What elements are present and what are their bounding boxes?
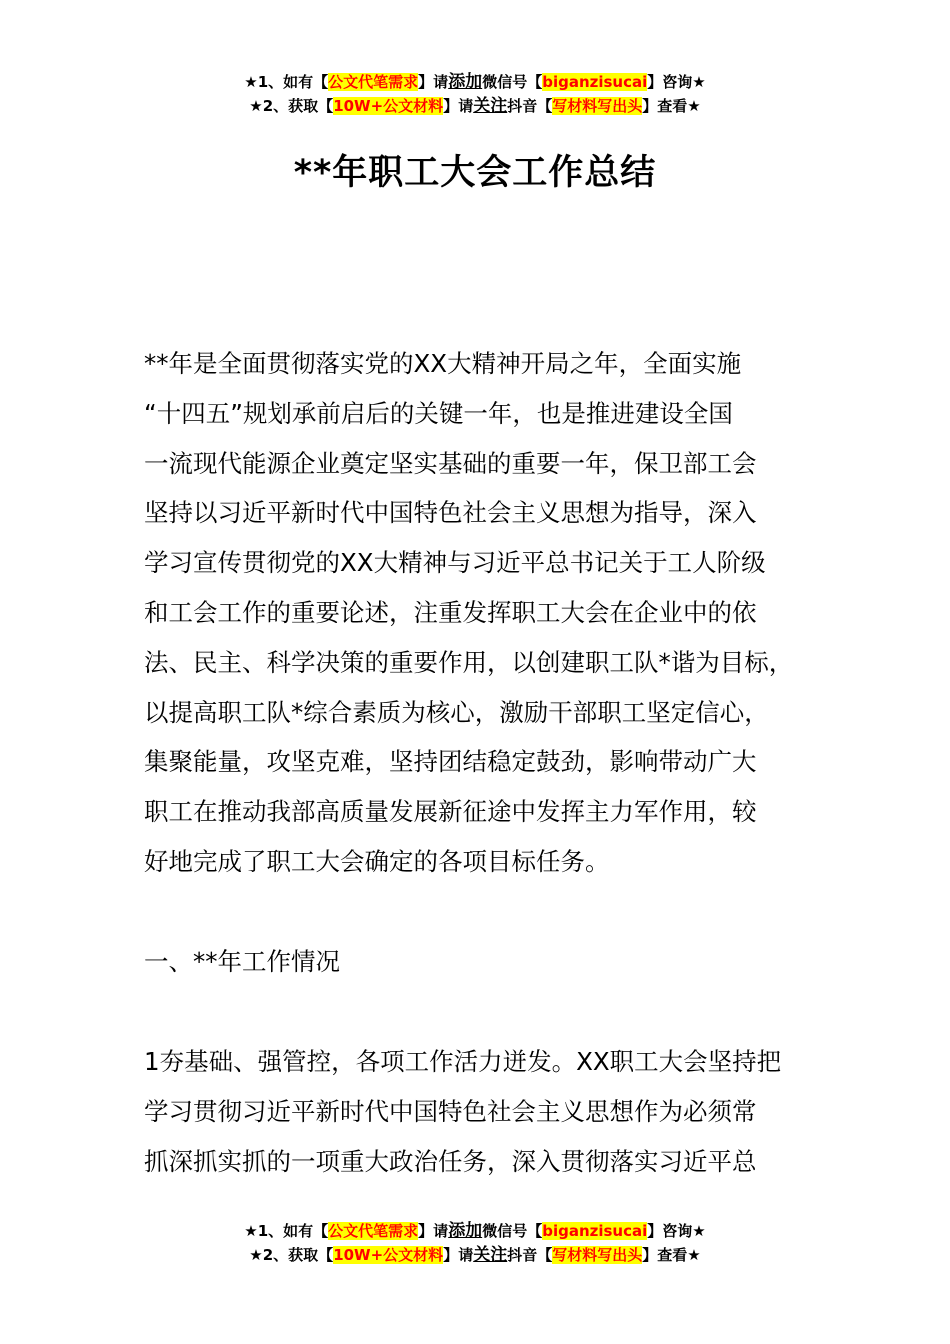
text-line: 坚持以习近平新时代中国特色社会主义思想为指导，深入 [144,498,757,528]
text-line: 集聚能量，攻坚克难，坚持团结稳定鼓劲，影响带动广大 [144,747,757,777]
text-line: 法、民主、科学决策的重要作用，以创建职工队*谐为目标， [144,647,794,677]
text-line: 和工会工作的重要论述，注重发挥职工大会在企业中的依 [144,597,757,627]
text-line: **年是全面贯彻落实党的XX大精神开局之年，全面实施 [144,349,742,378]
intro-paragraph [144,339,834,887]
banner-line-2: ★2、获取【10W+公文材料】请关注抖音【写材料写出头】查看★ [249,1245,701,1265]
document-title: **年职工大会工作总结 [293,153,657,193]
text-line: 职工在推动我部高质量发展新征途中发挥主力军作用，较 [144,797,757,827]
banner-highlight: biganzisucai [542,1222,648,1240]
section-paragraph [144,1037,834,1186]
text-line: 学习贯彻习近平新时代中国特色社会主义思想作为必须常 [144,1096,757,1126]
text-line: 好地完成了职工大会确定的各项目标任务。 [144,846,610,876]
text-line: 以提高职工队*综合素质为核心，激励干部职工坚定信心， [144,697,769,727]
banner-highlight: 10W+公文材料 [333,97,444,115]
banner-highlight: 公文代笔需求 [328,73,419,91]
banner-line-2: ★2、获取【10W+公文材料】请关注抖音【写材料写出头】查看★ [249,96,701,116]
section-heading: 一、**年工作情况 [144,947,340,976]
banner-highlight: 写材料写出头 [552,1246,643,1264]
banner-highlight: biganzisucai [542,73,648,91]
banner-highlight: 公文代笔需求 [328,1222,419,1240]
text-line: 抓深抓实抓的一项重大政治任务，深入贯彻落实习近平总 [144,1146,757,1176]
text-line: “十四五”规划承前启后的关键一年，也是推进建设全国 [144,398,733,428]
text-line: 1夯基础、强管控，各项工作活力迸发。XX职工大会坚持把 [144,1047,782,1076]
footer-banner [0,1219,950,1267]
banner-line-1: ★1、如有【公文代笔需求】请添加微信号【biganzisucai】咨询★ [244,72,706,92]
banner-highlight: 10W+公文材料 [333,1246,444,1264]
text-line: 学习宣传贯彻党的XX大精神与习近平总书记关于工人阶级 [144,548,766,578]
text-line: 一流现代能源企业奠定坚实基础的重要一年，保卫部工会 [144,448,757,478]
banner-highlight: 写材料写出头 [552,97,643,115]
banner-line-1: ★1、如有【公文代笔需求】请添加微信号【biganzisucai】咨询★ [244,1221,706,1241]
header-banner [0,70,950,118]
